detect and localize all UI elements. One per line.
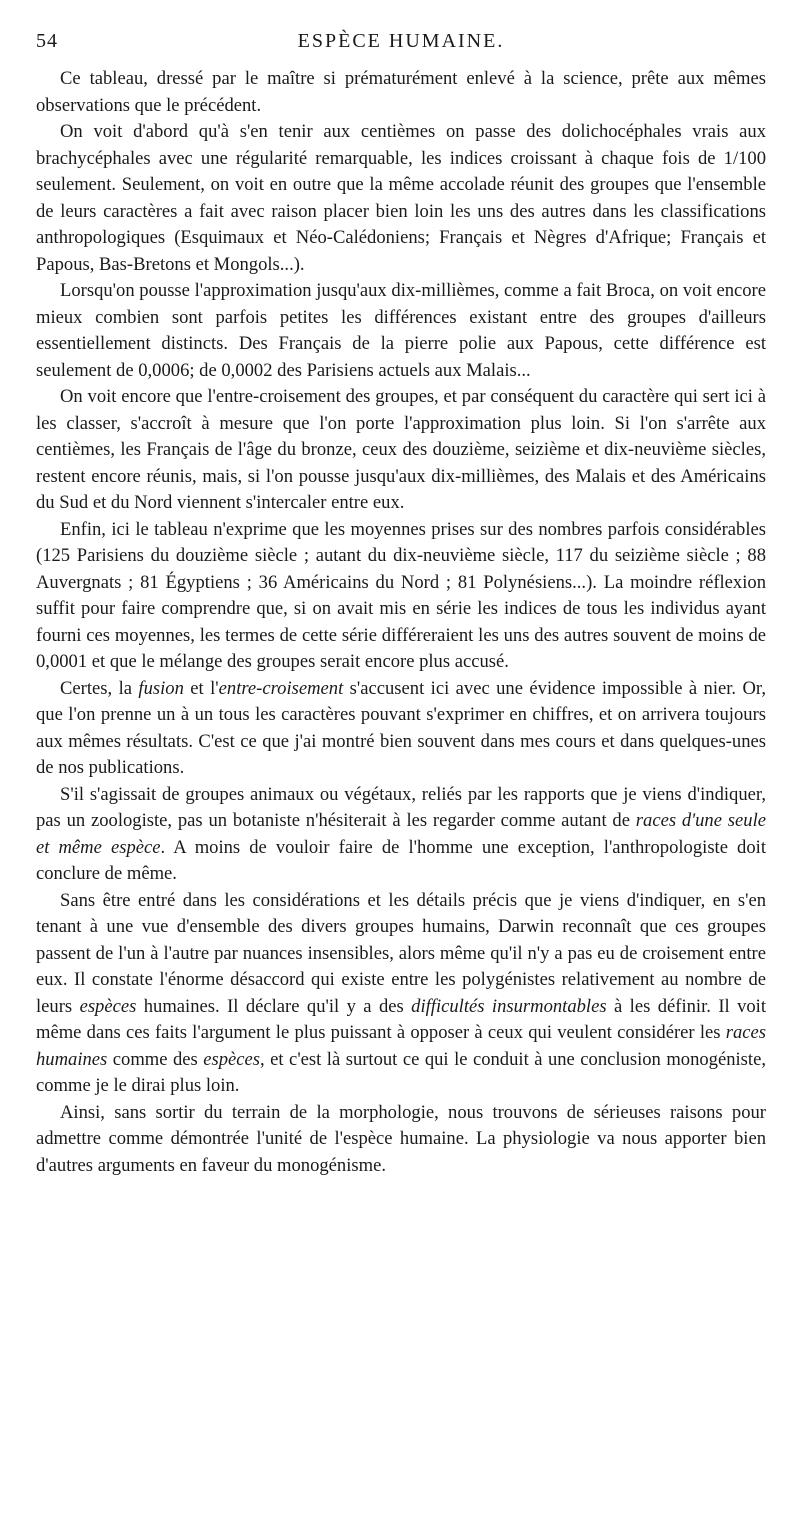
text-run: Lorsqu'on pousse l'approximation jusqu'aux dix-millièmes, comme a fait Broca, on voit encore mieux combien sont parfois petites les différences existant entre des groupes d'ailleurs essentiellement distincts. Des Français de la pierre polie aux Papous, cette différence est seulement de 0,0006; de 0,0002 des Parisiens actuels aux Malais... (36, 280, 766, 381)
page-body (36, 66, 766, 1179)
italic-text: fusion (138, 677, 184, 699)
text-run: S'il s'agissait de groupes animaux ou végétaux, reliés par les rapports que je viens d'indiquer, pas un zoologiste, pas un botaniste n'hésiterait à les regarder comme autant de (36, 783, 766, 831)
text-run: . A moins de vouloir faire de l'homme une exception, l'anthropologiste doit conclure de même. (36, 836, 766, 884)
text-run: Sans être entré dans les considérations et les détails précis que je viens d'indiquer, en s'en tenant à une vue d'ensemble des divers groupes humains, Darwin reconnaît que ces groupes passent de l'un à l'autre par nuances insensibles, alors même qu'il n'y a pas eu de croisement entre eux. Il constate l'énorme désaccord qui existe entre les polygénistes relativement au nombre de leurs (36, 889, 766, 1017)
page-header (36, 30, 766, 60)
paragraph (36, 782, 766, 888)
page-number: 54 (36, 30, 58, 52)
text-run: et l' (183, 677, 219, 699)
text-run: On voit d'abord qu'à s'en tenir aux centièmes on passe des dolichocéphales vrais aux brachycéphales avec une régularité remarquable, les indices croissant à chaque fois de 1/100 seulement. Seulement, on voit en outre que la même accolade réunit des groupes que l'ensemble de leurs caractères a fait avec raison placer bien loin les uns des autres dans les classifications anthropologiques (Esquimaux et Néo-Calédoniens; Français et Nègres d'Afrique; Français et Papous, Bas-Bretons et Mongols...). (36, 121, 766, 275)
paragraph (36, 384, 766, 517)
paragraph (36, 66, 766, 119)
text-run: s'accusent ici avec une évidence impossible à nier. Or, que l'on prenne un à un tous les caractères pouvant s'exprimer en chiffres, et on arrivera toujours aux mêmes résultats. C'est ce que j'ai montré bien souvent dans mes cours et dans quelques-unes de nos publications. (36, 677, 766, 778)
text-run: comme des (107, 1048, 204, 1070)
paragraph (36, 517, 766, 676)
text-run: à les définir. Il voit même dans ces faits l'argument le plus puissant à opposer à ceux qui veulent considérer les (36, 995, 767, 1043)
italic-text: espèces (79, 995, 137, 1017)
italic-text: entre-croisement (218, 677, 344, 699)
italic-text: difficultés insurmontables (411, 995, 607, 1017)
italic-text: espèces (203, 1048, 261, 1070)
running-title: ESPÈCE HUMAINE. (297, 30, 505, 52)
paragraph (36, 676, 766, 782)
paragraph (36, 888, 766, 1100)
paragraph (36, 278, 766, 384)
text-run: Ainsi, sans sortir du terrain de la morphologie, nous trouvons de sérieuses raisons pour admettre comme démontrée l'unité de l'espèce humaine. La physiologie va nous apporter bien d'autres arguments en faveur du monogénisme. (36, 1101, 766, 1176)
text-run: Certes, la (60, 677, 139, 699)
text-run: On voit encore que l'entre-croisement des groupes, et par conséquent du caractère qui sert ici à les classer, s'accroît à mesure que l'on porte l'approximation plus loin. Si l'on s'arrête aux centièmes, les Français de l'âge du bronze, ceux des douzième, seizième et dix-neuvième siècles, restent encore réunis, mais, si l'on pousse jusqu'aux dix-millièmes, des Malais et des Américains du Sud et du Nord viennent s'intercaler entre eux. (36, 386, 766, 513)
paragraph (36, 119, 766, 278)
text-run: Enfin, ici le tableau n'exprime que les moyennes prises sur des nombres parfois considérables (125 Parisiens du douzième siècle ; autant du dix-neuvième siècle, 117 du seizième siècle ; 88 Auvergnats ; 81 Égyptiens ; 36 Américains du Nord ; 81 Polynésiens...). La moindre réflexion suffit pour faire comprendre que, si on avait mis en série les indices de tous les individus ayant fourni ces moyennes, les termes de cette série différeraient les uns des autres souvent de moins de 0,0001 et que le mélange des groupes serait encore plus accusé. (36, 518, 766, 672)
text-run: , et c'est là surtout ce qui le conduit à une conclusion monogéniste, comme je le dirai plus loin. (36, 1048, 766, 1096)
paragraph (36, 1100, 766, 1180)
italic-text: races d'une seule et même espèce (36, 810, 766, 858)
italic-text: races humaines (36, 1022, 766, 1070)
book-page (36, 30, 766, 1179)
text-run: Ce tableau, dressé par le maître si prématurément enlevé à la science, prête aux mêmes observations que le précédent. (36, 68, 766, 116)
text-run: humaines. Il déclare qu'il y a des (136, 995, 412, 1017)
